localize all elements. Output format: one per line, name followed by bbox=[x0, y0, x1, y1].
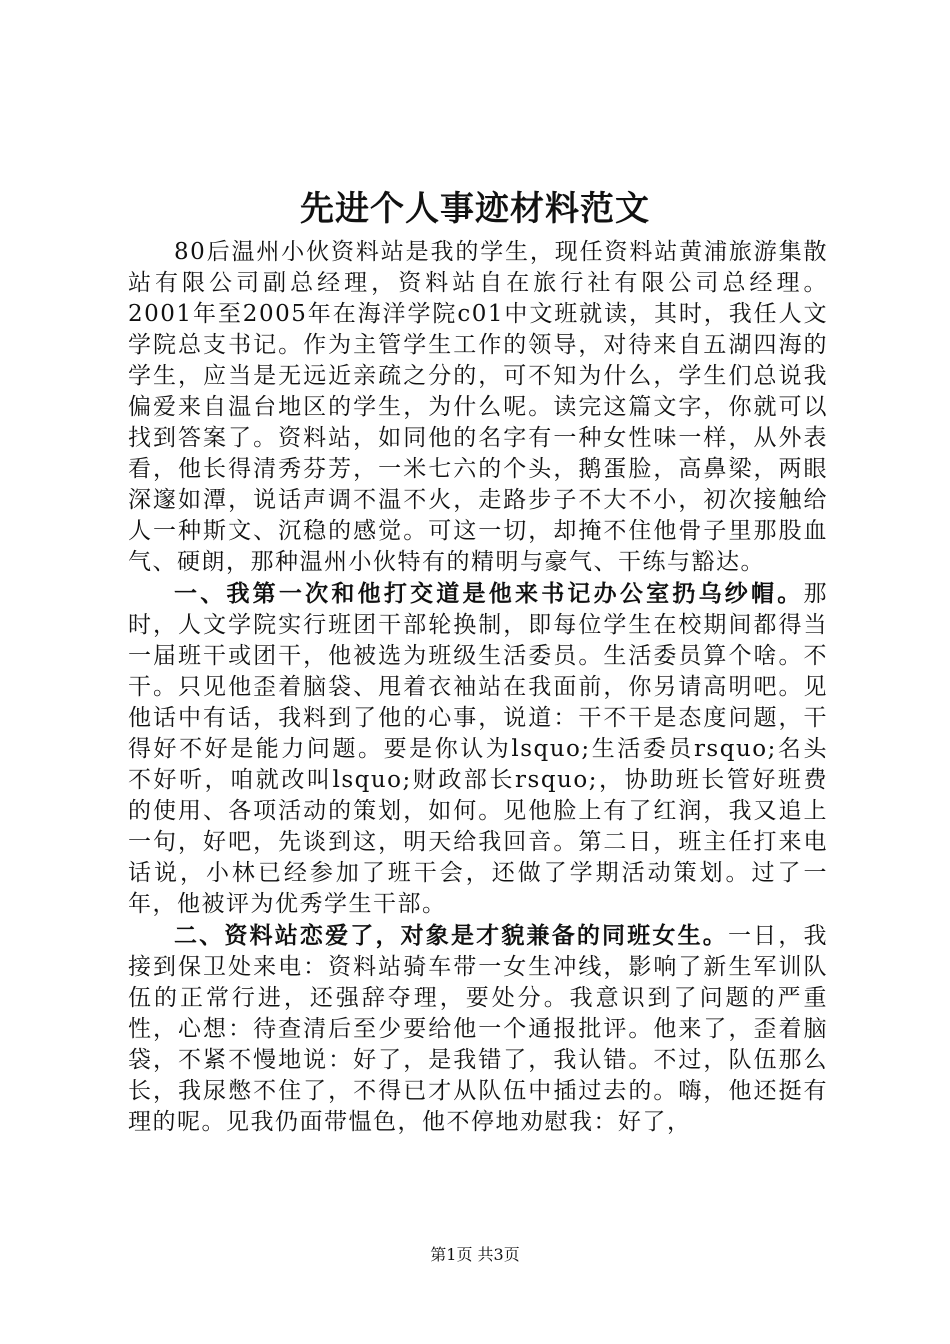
paragraph-2 bbox=[128, 578, 828, 920]
paragraph-3-lead: 二、资料站恋爱了，对象是才貌兼备的同班女生。 bbox=[174, 922, 728, 949]
document-title: 先进个人事迹材料范文 bbox=[300, 189, 650, 229]
page-footer: 第1页 共3页 bbox=[430, 1245, 520, 1264]
paragraph-1-text: 80后温州小伙资料站是我的学生，现任资料站黄浦旅游集散站有限公司副总经理，资料站自在旅行社有限公司总经理。2001年至2005年在海洋学院c01中文班就读，其时，我任人文学院总支书记。作为主管学生工作的领导，对待来自五湖四海的学生，应当是无远近亲疏之分的，可不知为什么，学生们总说我偏爱来自温台地区的学生，为什么呢。读完这篇文字，你就可以找到答案了。资料站，如同他的名字有一种女性味一样，从外表看，他长得清秀芬芳，一米七六的个头，鹅蛋脸，高鼻梁，两眼深邃如潭，说话声调不温不火，走路步子不大不小，初次接触给人一种斯文、沉稳的感觉。可这一切，却掩不住他骨子里那股血气、硬朗，那种温州小伙特有的精明与豪气、干练与豁达。 bbox=[128, 239, 828, 575]
document-body bbox=[128, 236, 828, 1138]
paragraph-3-text: 一日，我接到保卫处来电：资料站骑车带一女生冲线，影响了新生军训队伍的正常行进，还强辞夺理，要处分。我意识到了问题的严重性，心想：待查清后至少要给他一个通报批评。他来了，歪着脑袋，不紧不慢地说：好了，是我错了，我认错。不过，队伍那么长，我尿憋不住了，不得已才从队伍中插过去的。嗨，他还挺有理的呢。见我仍面带愠色，他不停地劝慰我：好了， bbox=[128, 923, 829, 1135]
paragraph-1 bbox=[128, 236, 828, 578]
paragraph-3 bbox=[128, 920, 828, 1138]
paragraph-2-lead: 一、我第一次和他打交道是他来书记办公室扔乌纱帽。 bbox=[174, 580, 804, 607]
paragraph-2-text: 那时，人文学院实行班团干部轮换制，即每位学生在校期间都得当一届班干或团干，他被选为班级生活委员。生活委员算个啥。不干。只见他歪着脑袋、甩着衣袖站在我面前，你另请高明吧。见他话中有话，我料到了他的心事，说道：干不干是态度问题，干得好不好是能力问题。要是你认为lsquo;生活委员rsquo;名头不好听，咱就改叫lsquo;财政部长rsquo;，协助班长管好班费的使用、各项活动的策划，如何。见他脸上有了红润，我又追上一句，好吧，先谈到这，明天给我回音。第二日，班主任打来电话说，小林已经参加了班干会，还做了学期活动策划。过了一年，他被评为优秀学生干部。 bbox=[128, 581, 828, 917]
